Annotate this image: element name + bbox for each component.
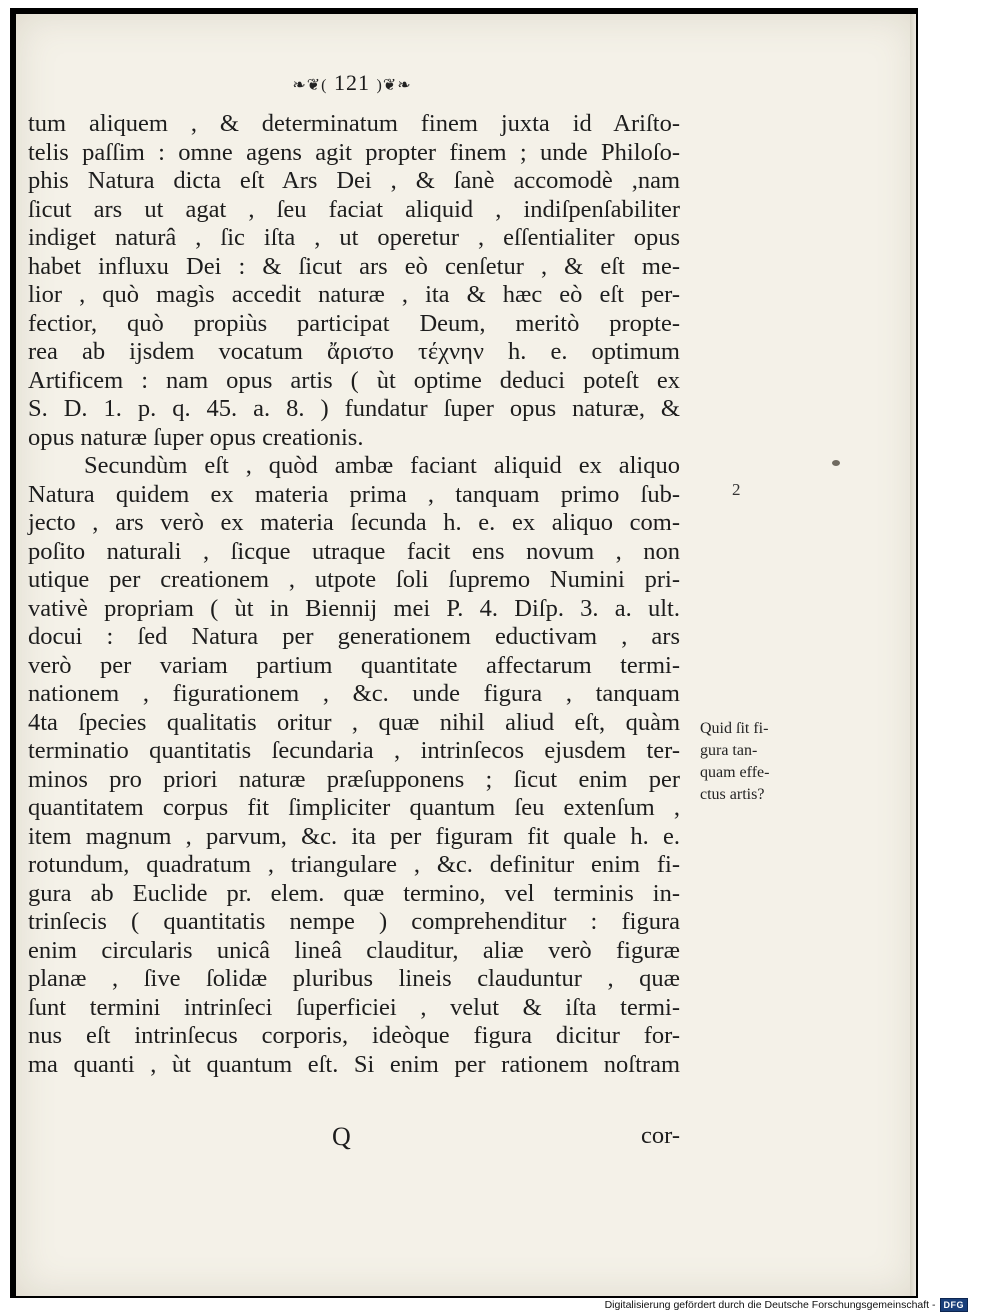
- digitization-credit: [605, 1298, 968, 1312]
- dfg-logo-icon: DFG: [940, 1298, 969, 1312]
- text-line: terminatio quantitatis ſecundaria , intrinſecos ejusdem ter-: [28, 737, 680, 764]
- text-line: phis Natura dicta eſt Ars Dei , & ſanè accomodè ,nam: [28, 167, 680, 194]
- ink-spot: [832, 460, 840, 466]
- marginal-note-line: ctus artis?: [700, 786, 765, 803]
- text-line: enim circularis unicâ lineâ clauditur, aliæ verò figuræ: [28, 936, 680, 964]
- text-line: minos pro priori naturæ præſupponens ; ſicut enim per: [28, 765, 680, 793]
- text-line: quantitatem corpus fit ſimpliciter quantum ſeu extenſum ,: [28, 794, 680, 821]
- text-line: gura ab Euclide pr. elem. quæ termino, vel terminis in-: [28, 879, 680, 907]
- marginal-number: 2: [732, 480, 741, 499]
- text-line: lior , quò magìs accedit naturæ , ita & hæc eò eſt per-: [28, 281, 680, 308]
- main-text: [28, 110, 680, 1079]
- head-ornament-right: )❦❧: [376, 77, 412, 94]
- head-ornament-left: ❧❦(: [292, 77, 328, 94]
- marginal-note-line: quam effe-: [700, 764, 770, 781]
- text-line: telis paſſim : omne agens agit propter finem ; unde Philoſo-: [28, 138, 680, 166]
- text-line: nationem , figurationem , &c. unde figura , tanquam: [28, 680, 680, 707]
- text-line: verò per variam partium quantitate affectarum termi-: [28, 651, 680, 679]
- text-line: 4ta ſpecies qualitatis oritur , quæ nihil aliud eſt, quàm: [28, 708, 680, 736]
- text-line: jecto , ars verò ex materia ſecunda h. e. ex aliquo com-: [28, 509, 680, 536]
- text-line: S. D. 1. p. q. 45. a. 8. ) fundatur ſuper opus naturæ, &: [28, 395, 680, 422]
- text-line: tum aliquem , & determinatum finem juxta id Ariſto-: [28, 110, 680, 137]
- text-line: poſito naturali , ſicque utraque facit ens novum , non: [28, 537, 680, 565]
- page-footer-row: [28, 1122, 680, 1152]
- text-line: ſicut ars ut agat , ſeu faciat aliquid , indiſpenſabiliter: [28, 195, 680, 223]
- text-line: opus naturæ ſuper opus creationis.: [28, 423, 364, 451]
- marginal-note-line: gura tan-: [700, 742, 758, 759]
- text-line: nus eſt intrinſecus corporis, ideòque figura dicitur for-: [28, 1022, 680, 1049]
- page-number: 121: [334, 70, 370, 95]
- book-page: [16, 14, 916, 1296]
- text-line: vativè propriam ( ùt in Biennij mei P. 4. Diſp. 3. a. ult.: [28, 594, 680, 622]
- marginal-note: [700, 718, 810, 806]
- text-line: fectior, quò propiùs participat Deum, meritò propte-: [28, 309, 680, 337]
- text-line: Secundùm eſt , quòd ambæ faciant aliquid ex aliquo: [84, 452, 680, 479]
- text-line: rea ab ijsdem vocatum ἄριστο τέχνην h. e. optimum: [28, 338, 680, 365]
- running-head: [252, 70, 452, 96]
- text-line: utique per creationem , utpote ſoli ſupremo Numini pri-: [28, 566, 680, 593]
- text-line: trinſecis ( quantitatis nempe ) comprehenditur : figura: [28, 908, 680, 935]
- text-line: docui : ſed Natura per generationem eductivam , ars: [28, 623, 680, 650]
- text-line: Artificem : nam opus artis ( ùt optime deduci poteſt ex: [28, 366, 680, 394]
- text-line: item magnum , parvum, &c. ita per figuram fit quale h. e.: [28, 822, 680, 850]
- text-line: planæ , ſive ſolidæ pluribus lineis clauduntur , quæ: [28, 965, 680, 992]
- text-line: habet influxu Dei : & ſicut ars eò cenſetur , & eſt me-: [28, 252, 680, 280]
- text-line: indiget naturâ , ſic iſta , ut operetur , eſſentialiter opus: [28, 224, 680, 251]
- catchword: cor-: [641, 1122, 680, 1149]
- text-line: Natura quidem ex materia prima , tanquam primo ſub-: [28, 480, 680, 508]
- text-line: ſunt termini intrinſeci ſuperficiei , velut & iſta termi-: [28, 993, 680, 1021]
- text-line: ma quanti , ùt quantum eſt. Si enim per rationem noſtram: [28, 1050, 680, 1078]
- text-line: rotundum, quadratum , triangulare , &c. definitur enim fi-: [28, 851, 680, 878]
- credit-text: Digitalisierung gefördert durch die Deutsche Forschungsgemeinschaft -: [604, 1299, 936, 1311]
- marginal-note-line: Quid ſit fi-: [700, 720, 769, 737]
- page-edge: [910, 14, 916, 1296]
- signature-mark: Q: [332, 1122, 351, 1151]
